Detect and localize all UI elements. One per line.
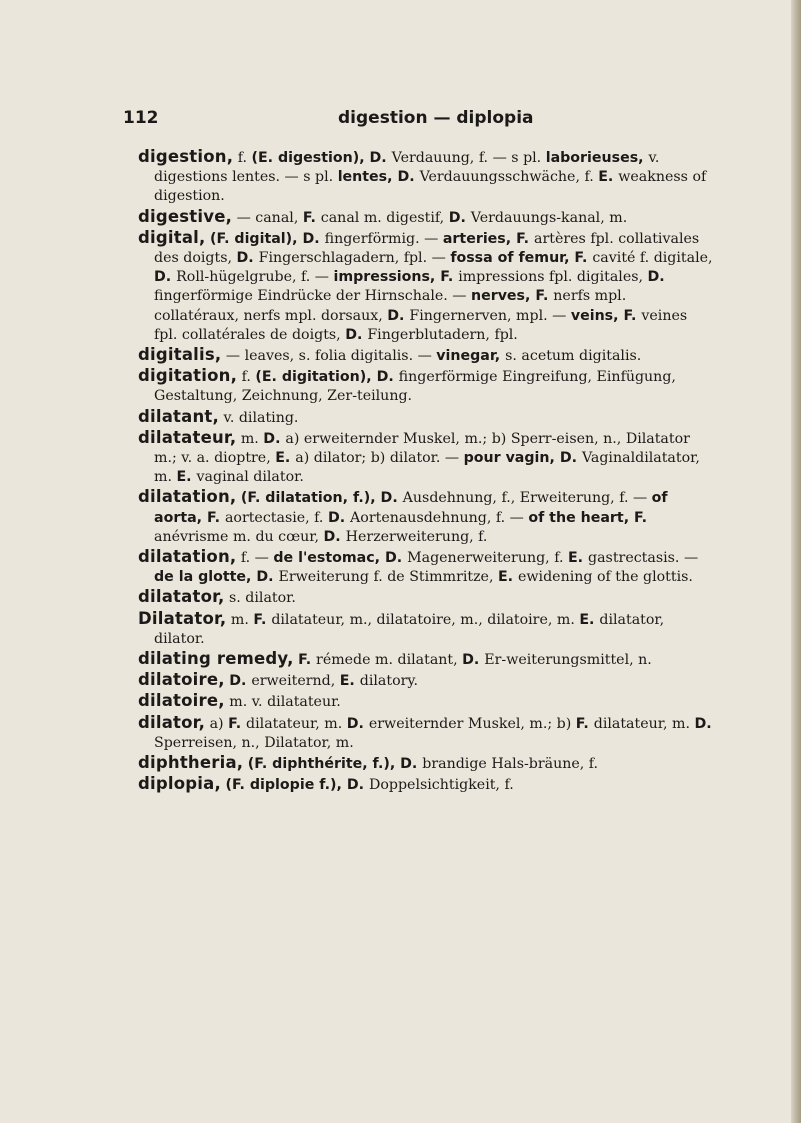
entry-text: f. — — [240, 550, 274, 567]
entry-subheading: de l'estomac, — [273, 550, 385, 567]
entry-text: weakness of digestion. — [154, 169, 707, 205]
language-marker: D. — [376, 369, 399, 386]
entry-text: erweiternder Muskel, m.; b) — [368, 715, 576, 732]
entry-headword: dilatoire, — [138, 691, 225, 711]
language-marker: D. — [346, 715, 369, 732]
language-marker: F. — [575, 715, 594, 732]
entry-text: fingerförmige Eingreifung, Einfügung, Gestaltung, Zeichnung, Zer-teilung. — [154, 369, 676, 405]
entry-headword: dilator, — [138, 712, 206, 732]
entry-text: s. acetum digitalis. — [505, 348, 642, 365]
entry-text: fingerförmig. — — [324, 230, 443, 247]
entry-text: f. — [237, 150, 252, 166]
entry-text: m. — [240, 430, 264, 447]
language-marker: D. — [397, 169, 420, 186]
page-number: 112 — [123, 108, 159, 128]
language-marker: D. — [323, 528, 346, 545]
language-marker: F. — [440, 269, 459, 286]
entry-subheading: (E. digestion), — [251, 150, 370, 166]
language-marker: D. — [263, 430, 286, 447]
dictionary-entry — [138, 147, 713, 207]
entry-subheading: nerves, — [470, 288, 536, 305]
entry-text: dilatateur, m. — [593, 715, 695, 732]
entry-text: cavité f. digitale, — [592, 250, 713, 267]
entry-headword: digitation, — [138, 366, 238, 386]
entry-text: dilatateur, m., dilatatoire, m., dilatoire, m. — [271, 611, 580, 628]
dictionary-entry — [138, 345, 713, 366]
entry-headword: diphtheria, — [138, 753, 244, 773]
language-marker: D. — [369, 150, 392, 166]
entry-text: dilatator, dilator. — [154, 611, 665, 647]
entry-text: Magenerweiterung, f. — [407, 550, 568, 567]
language-marker: F. — [228, 715, 247, 732]
entry-text: aortectasie, f. — [224, 509, 328, 526]
entry-text: Fingerschlagadern, fpl. — — [258, 250, 451, 267]
entry-headword: dilatant, — [138, 406, 219, 426]
dictionary-entry — [138, 609, 713, 649]
language-marker: D. — [327, 509, 351, 526]
entry-text: Vaginaldilatator, m. — [154, 450, 700, 486]
entry-text: brandige Hals-bräune, f. — [422, 756, 599, 773]
language-marker: D. — [346, 777, 369, 794]
language-marker: E. — [275, 450, 296, 467]
entry-text: f. — [241, 369, 256, 386]
language-marker: F. — [516, 230, 535, 247]
dictionary-entry — [138, 753, 713, 774]
language-marker: D. — [694, 715, 712, 732]
language-marker: D. — [387, 307, 410, 324]
language-marker: D. — [380, 490, 403, 507]
entry-text: anévrisme m. du cœur, — [154, 528, 324, 545]
language-marker: D. — [647, 269, 665, 286]
language-marker: D. — [256, 569, 279, 586]
entry-text: Herzerweiterung, f. — [345, 528, 488, 545]
language-marker: D. — [236, 250, 259, 267]
language-marker: D. — [345, 326, 368, 343]
entry-subheading: (E. digitation), — [255, 369, 377, 386]
entry-text: canal m. digestif, — [320, 209, 449, 226]
entry-subheading: de la glotte, — [154, 569, 257, 586]
entry-text: ewidening of the glottis. — [518, 569, 693, 586]
entry-text: rémede m. dilatant, — [316, 652, 463, 669]
entry-text: a) erweiternder Muskel, m.; b) Sperr-eisen, n., Dilatator m.; v. a. dioptre, — [154, 430, 690, 467]
entry-headword: digestive, — [138, 206, 233, 226]
entry-text: dilatateur, m. — [246, 715, 347, 732]
dictionary-entry — [138, 428, 713, 488]
entry-text: Verdauung, f. — s pl. — [391, 150, 546, 166]
page-edge — [791, 0, 801, 1123]
entry-subheading: pour vagin, — [463, 450, 560, 467]
entry-text: artères fpl. collativales des doigts, — [154, 230, 700, 267]
language-marker: D. — [229, 673, 252, 690]
language-marker: D. — [559, 450, 582, 467]
entry-text: Fingernerven, mpl. — — [409, 307, 571, 324]
entry-subheading: impressions, — [333, 269, 441, 286]
dictionary-entry — [138, 487, 713, 547]
entry-subheading: (F. diplopie f.), — [225, 777, 347, 794]
entry-text: Aortenausdehnung, f. — — [350, 509, 529, 526]
entry-text: fingerförmige Eindrücke der Hirnschale. — — [154, 288, 471, 305]
dictionary-entry — [138, 407, 713, 428]
entry-text: — canal, — [236, 209, 303, 226]
language-marker: F. — [207, 509, 225, 526]
language-marker: D. — [400, 756, 423, 773]
entry-subheading: of aorta, — [154, 490, 668, 526]
entry-text: v. digestions lentes. — s pl. — [154, 150, 660, 186]
entry-headword: dilating remedy, — [138, 649, 294, 669]
language-marker: F. — [298, 652, 317, 669]
entry-subheading: laborieuses, — [545, 150, 649, 166]
entry-text: — leaves, s. folia digitalis. — — [225, 348, 437, 365]
entry-text: erweiternd, — [251, 673, 340, 690]
dictionary-entry — [138, 713, 713, 753]
entry-subheading: veins, — [570, 307, 624, 324]
entry-text: Fingerblutadern, fpl. — [367, 326, 518, 343]
entry-text: Doppelsichtigkeit, f. — [368, 777, 514, 794]
entry-text: Ausdehnung, f., Erweiterung, f. — — [402, 490, 652, 507]
page-header — [0, 108, 801, 134]
entry-text: impressions fpl. digitales, — [458, 269, 648, 286]
dictionary-entry — [138, 547, 713, 587]
language-marker: F. — [302, 209, 321, 226]
entry-headword: diplopia, — [138, 774, 221, 794]
entry-text: Er-weiterungsmittel, n. — [484, 652, 652, 669]
entry-text: Erweiterung f. de Stimmritze, — [278, 569, 498, 586]
dictionary-entry — [138, 691, 713, 712]
language-marker: F. — [634, 509, 648, 526]
entry-headword: digital, — [138, 227, 206, 247]
language-marker: E. — [579, 611, 600, 628]
entry-text: Verdauungsschwäche, f. — [419, 169, 599, 186]
language-marker: F. — [623, 307, 642, 324]
entry-text: veines fpl. collatérales de doigts, — [154, 307, 688, 343]
entry-headword: dilatator, — [138, 587, 225, 607]
entry-text: gastrectasis. — — [588, 550, 699, 567]
language-marker: E. — [339, 673, 360, 690]
entry-text: Roll-hügelgrube, f. — — [176, 269, 334, 286]
dictionary-entry — [138, 774, 713, 795]
entry-text: m. — [230, 611, 254, 628]
entry-text: a) — [209, 715, 229, 732]
dictionary-entry — [138, 366, 713, 406]
entry-subheading: arteries, — [442, 230, 517, 247]
language-marker: E. — [598, 169, 619, 186]
dictionary-entry — [138, 670, 713, 691]
entry-text: a) dilator; b) dilator. — — [295, 450, 464, 467]
language-marker: D. — [384, 550, 408, 567]
entry-text: Sperreisen, n., Dilatator, m. — [154, 734, 354, 751]
entry-subheading: fossa of femur, — [450, 250, 575, 267]
language-marker: D. — [462, 652, 485, 669]
entry-text: dilatory. — [359, 673, 419, 690]
running-head: digestion — diplopia — [338, 108, 534, 128]
entry-list — [138, 147, 713, 796]
language-marker: E. — [567, 550, 589, 567]
entry-subheading: (F. dilatation, f.), — [240, 490, 381, 507]
entry-headword: Dilatator, — [138, 608, 227, 628]
language-marker: D. — [154, 269, 177, 286]
language-marker: D. — [448, 209, 471, 226]
entry-headword: dilatateur, — [138, 427, 237, 447]
entry-text: vaginal dilator. — [196, 469, 304, 486]
entry-headword: dilatation, — [138, 487, 237, 507]
language-marker: F. — [535, 288, 554, 305]
language-marker: E. — [176, 469, 197, 486]
entry-text: v. dilating. — [223, 409, 299, 426]
entry-headword: digestion, — [138, 147, 234, 166]
entry-text: Verdauungs-kanal, m. — [470, 209, 628, 226]
entry-text: m. v. dilatateur. — [229, 694, 341, 711]
entry-subheading: of the heart, — [528, 509, 635, 526]
dictionary-entry — [138, 587, 713, 608]
language-marker: F. — [574, 250, 593, 267]
entry-text: s. dilator. — [229, 590, 296, 607]
entry-subheading: vinegar, — [436, 348, 506, 365]
entry-subheading: lentes, — [337, 169, 398, 186]
entry-headword: dilatoire, — [138, 670, 225, 690]
language-marker: D. — [302, 230, 325, 247]
dictionary-entry — [138, 207, 713, 228]
entry-subheading: (F. diphthérite, f.), — [247, 756, 401, 773]
language-marker: F. — [253, 611, 272, 628]
entry-text: nerfs mpl. collatéraux, nerfs mpl. dorsaux, — [154, 288, 627, 324]
dictionary-entry — [138, 228, 713, 345]
dictionary-entry — [138, 649, 713, 670]
language-marker: E. — [497, 569, 519, 586]
entry-headword: digitalis, — [138, 345, 222, 365]
entry-subheading: (F. digital), — [210, 230, 303, 247]
entry-headword: dilatation, — [138, 547, 237, 567]
